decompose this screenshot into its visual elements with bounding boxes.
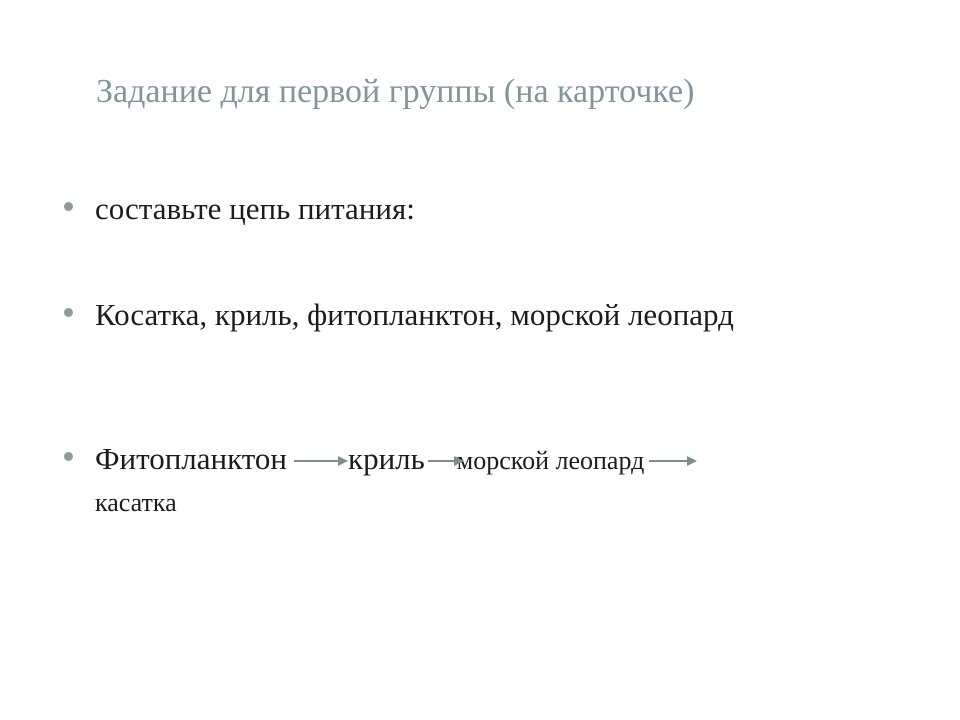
- arrow-right-icon: [294, 460, 338, 462]
- bullet-dot-icon: [64, 202, 73, 211]
- slide-title: Задание для первой группы (на карточке): [96, 73, 695, 110]
- bullet-item-species-list: [64, 292, 734, 339]
- bullet-item-food-chain: [64, 436, 687, 522]
- chain-word-orca: касатка: [95, 487, 177, 517]
- food-chain: [95, 436, 687, 522]
- chain-word-phytoplankton: Фитопланктон: [95, 441, 288, 476]
- bullet-dot-icon: [64, 452, 73, 461]
- chain-word-leopard-seal: морской леопард: [456, 446, 645, 475]
- chain-word-krill: криль: [348, 441, 425, 476]
- arrow-right-icon: [428, 460, 454, 462]
- bullet-item-instruction: [64, 186, 415, 233]
- bullet-text-species-list: Косатка, криль, фитопланктон, морской леопард: [95, 297, 734, 332]
- arrow-right-icon: [649, 460, 687, 462]
- bullet-dot-icon: [64, 308, 73, 317]
- bullet-text-instruction: составьте цепь питания:: [95, 191, 415, 226]
